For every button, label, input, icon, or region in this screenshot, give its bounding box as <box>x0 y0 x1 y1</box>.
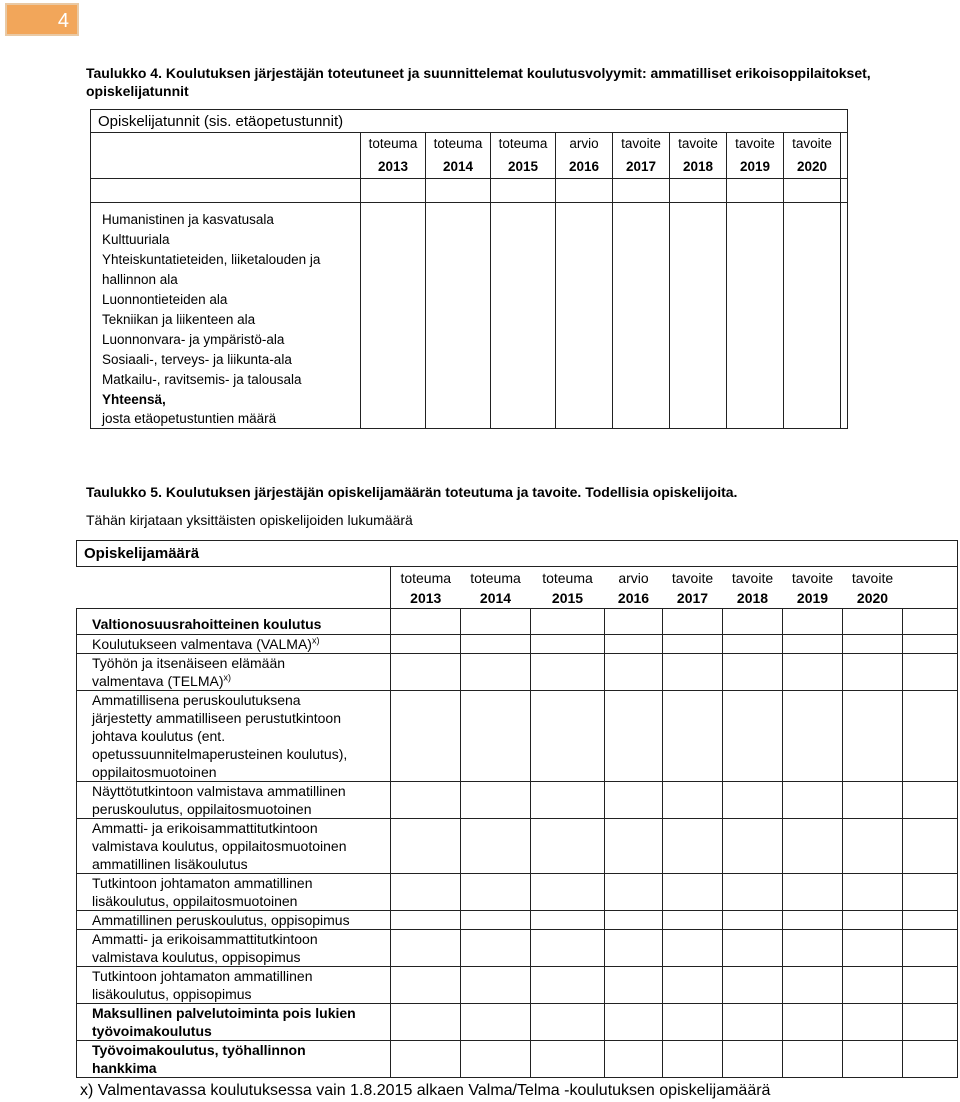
table5-col-type: arvio <box>618 569 649 586</box>
table4-data-cell[interactable] <box>556 203 613 429</box>
table5-data-cell[interactable] <box>663 930 723 967</box>
table5-data-cell[interactable] <box>461 967 531 1004</box>
table4-row-label: Matkailu-, ravitsemis- ja talousala <box>102 372 302 387</box>
table5-data-cell[interactable] <box>783 967 843 1004</box>
table5-data-cell[interactable] <box>723 654 783 691</box>
table5-data-cell[interactable] <box>531 819 605 874</box>
table4-title: Opiskelijatunnit (sis. etäopetustunnit) <box>91 110 848 133</box>
table5-data-cell[interactable] <box>843 930 903 967</box>
table5-row-label-line: Ammatillinen peruskoulutus, oppisopimus <box>92 912 350 928</box>
table5-data-cell[interactable] <box>605 691 663 782</box>
table5-data-cell[interactable] <box>391 1004 461 1041</box>
table5-data-cell[interactable] <box>461 635 531 654</box>
table4-row-label: hallinnon ala <box>102 272 178 287</box>
table4-data-cell[interactable] <box>613 203 670 429</box>
table5-data-cell[interactable] <box>843 654 903 691</box>
table4-col-year: 2019 <box>727 155 784 179</box>
table5-row-label-line: opetussuunnitelmaperusteinen koulutus), <box>92 746 348 762</box>
table5-row <box>77 1004 958 1041</box>
table5-data-cell[interactable] <box>461 1004 531 1041</box>
table5-data-cell[interactable] <box>605 967 663 1004</box>
table5-row-label-line: valmentava (TELMA) <box>92 673 224 689</box>
table5-data-cell[interactable] <box>605 635 663 654</box>
table5-data-cell[interactable] <box>723 911 783 930</box>
table5-data-cell[interactable] <box>663 635 723 654</box>
table5-data-cell[interactable] <box>663 819 723 874</box>
table4-col-year: 2015 <box>491 155 556 179</box>
table5-data-cell[interactable] <box>663 782 723 819</box>
table5-col-type: toteuma <box>400 569 452 586</box>
table5-data-cell[interactable] <box>605 819 663 874</box>
table5-data-cell[interactable] <box>531 654 605 691</box>
table5-data-cell[interactable] <box>843 967 903 1004</box>
table5-data-cell[interactable] <box>391 1041 461 1078</box>
table5-data-cell[interactable] <box>663 874 723 911</box>
table4-data-cell[interactable] <box>727 203 784 429</box>
table4-row-label: Kulttuuriala <box>102 232 170 247</box>
table5-row-label-line: lisäkoulutus, oppilaitosmuotoinen <box>92 893 298 909</box>
table5-row-label-line: johtava koulutus (ent. <box>92 728 226 744</box>
table4-col-year: 2018 <box>670 155 727 179</box>
table5-data-cell[interactable] <box>531 930 605 967</box>
table5-data-cell[interactable] <box>461 930 531 967</box>
table5-row-label-line: Ammatti- ja erikoisammattitutkintoon <box>92 931 318 947</box>
table5-data-cell[interactable] <box>531 874 605 911</box>
table5-row-label-line: Työvoimakoulutus, työhallinnon <box>92 1042 306 1058</box>
table4-col-type: tavoite <box>727 133 784 155</box>
table4-row-label: Luonnonvara- ja ympäristö-ala <box>102 332 285 347</box>
table5-col-year: 2019 <box>796 590 829 607</box>
table5-row-label-line: järjestetty ammatilliseen perustutkintoon <box>92 710 342 726</box>
table5-data-cell[interactable] <box>391 930 461 967</box>
table5-col-year: 2013 <box>410 590 442 607</box>
table5-row-label <box>77 874 391 911</box>
table5-data-cell[interactable] <box>391 967 461 1004</box>
table5-data-cell[interactable] <box>391 691 461 782</box>
table5-data-cell[interactable] <box>461 782 531 819</box>
table5-col-type: tavoite <box>791 569 834 586</box>
table5-col-year: 2014 <box>479 590 512 607</box>
table5-data-cell[interactable] <box>843 635 903 654</box>
table5-data-cell[interactable] <box>723 782 783 819</box>
table5-row-label <box>77 691 391 782</box>
table4-row-label: Sosiaali-, terveys- ja liikunta-ala <box>102 352 292 367</box>
table5-row-label-line: valmistava koulutus, oppilaitosmuotoinen <box>92 838 347 854</box>
table5-data-cell[interactable] <box>783 1004 843 1041</box>
table4-total-sub-label: josta etäopetustuntien määrä <box>102 411 277 426</box>
table5-row-label-line: työvoimakoulutus <box>92 1023 212 1039</box>
table5-row-label <box>77 930 391 967</box>
table5-data-cell[interactable] <box>843 911 903 930</box>
table4-row-labels <box>91 203 361 429</box>
table5-row-label <box>77 782 391 819</box>
table5-caption: Taulukko 5. Koulutuksen järjestäjän opiskelijamäärän toteutuma ja tavoite. Todellisia opiskelijoita. <box>86 484 738 500</box>
table5-row-label-line: Näyttötutkintoon valmistava ammatillinen <box>92 783 346 799</box>
table4-data-cell[interactable] <box>361 203 426 429</box>
table5-data-cell[interactable] <box>531 1004 605 1041</box>
table5-col-type: toteuma <box>470 569 521 586</box>
table5-row <box>77 911 958 930</box>
page-number-badge: 4 <box>5 3 79 36</box>
table5-row <box>77 819 958 874</box>
table5-row <box>77 1041 958 1078</box>
table5-data-cell[interactable] <box>391 654 461 691</box>
table5-data-cell[interactable] <box>663 911 723 930</box>
table5-col-type: tavoite <box>671 569 714 586</box>
table5-row-label <box>77 635 391 654</box>
table5-row <box>77 930 958 967</box>
table4-row-label: Luonnontieteiden ala <box>102 292 228 307</box>
table5-row-label <box>77 1004 391 1041</box>
table5-data-cell[interactable] <box>663 1041 723 1078</box>
table5-row <box>77 635 958 654</box>
table5-data-cell[interactable] <box>783 930 843 967</box>
table5-col-year: 2015 <box>551 590 584 607</box>
table5-data-cell[interactable] <box>461 1041 531 1078</box>
table5-row-label-line: Maksullinen palvelutoiminta pois lukien <box>92 1005 356 1021</box>
table5-row-label-line: Ammatti- ja erikoisammattitutkintoon <box>92 820 318 836</box>
table5-row <box>77 654 958 691</box>
table5-data-cell[interactable] <box>461 874 531 911</box>
table5-row-label-line: Tutkintoon johtamaton ammatillinen <box>92 875 313 891</box>
table5-row-label-line: peruskoulutus, oppilaitosmuotoinen <box>92 801 312 817</box>
table5-data-cell[interactable] <box>723 930 783 967</box>
table5-data-cell[interactable] <box>605 1041 663 1078</box>
table5-row-label-line: Tutkintoon johtamaton ammatillinen <box>92 968 313 984</box>
table5-data-cell[interactable] <box>531 967 605 1004</box>
table5-col-year: 2017 <box>676 590 709 607</box>
table4-blank-label-cell <box>91 179 361 203</box>
table4-row-label: Humanistinen ja kasvatusala <box>102 212 274 227</box>
table5-data-cell[interactable] <box>461 691 531 782</box>
table5-data-cell[interactable] <box>783 874 843 911</box>
table5-data-cell[interactable] <box>391 911 461 930</box>
table5-col-type: tavoite <box>731 569 774 586</box>
table5-data-cell[interactable] <box>843 1041 903 1078</box>
table4-col-type: toteuma <box>491 133 556 155</box>
table5-data-cell[interactable] <box>531 911 605 930</box>
table4-row-label: Tekniikan ja liikenteen ala <box>102 312 256 327</box>
table5-data-cell[interactable] <box>391 635 461 654</box>
table4-col-year: 2017 <box>613 155 670 179</box>
table5-row-label-line: oppilaitosmuotoinen <box>92 764 217 780</box>
table4-data-cell[interactable] <box>670 203 727 429</box>
table4-data-cell[interactable] <box>491 203 556 429</box>
table5-data-cell[interactable] <box>391 874 461 911</box>
table4-col-type: tavoite <box>613 133 670 155</box>
table4-total-label: Yhteensä, <box>102 392 166 407</box>
table5-row-label-line: hankkima <box>92 1060 157 1076</box>
table5-data-cell[interactable] <box>663 1004 723 1041</box>
table5-row <box>77 967 958 1004</box>
table5-data-cell[interactable] <box>783 691 843 782</box>
table5-data-cell[interactable] <box>843 782 903 819</box>
table4-col-type: arvio <box>556 133 613 155</box>
table4-col-year: 2016 <box>556 155 613 179</box>
table5-data-cell[interactable] <box>461 654 531 691</box>
table4 <box>90 109 848 429</box>
table5-data-cell[interactable] <box>783 782 843 819</box>
table4-col-type: tavoite <box>670 133 727 155</box>
table4-row-label: Yhteiskuntatieteiden, liiketalouden ja <box>102 252 321 267</box>
table5-data-cell[interactable] <box>723 874 783 911</box>
table5-col-year: 2018 <box>736 590 769 607</box>
table5-row-label-line: valmistava koulutus, oppisopimus <box>92 949 301 965</box>
table5-data-cell[interactable] <box>531 635 605 654</box>
table5-row-label-line: lisäkoulutus, oppisopimus <box>92 986 252 1002</box>
table5-col-year: 2020 <box>856 590 889 607</box>
table5-data-cell[interactable] <box>605 911 663 930</box>
table5-section-label: Valtionosuusrahoitteinen koulutus <box>77 609 391 635</box>
table4-col-year: 2014 <box>426 155 491 179</box>
table5-data-cell[interactable] <box>843 1004 903 1041</box>
table5-data-cell[interactable] <box>663 654 723 691</box>
table5-data-cell[interactable] <box>605 654 663 691</box>
table5-data-cell[interactable] <box>605 930 663 967</box>
table5-data-cell[interactable] <box>605 874 663 911</box>
table4-data-cell[interactable] <box>784 203 841 429</box>
table5-data-cell[interactable] <box>783 654 843 691</box>
table5-data-cell[interactable] <box>663 691 723 782</box>
table5-row-label-line: Työhön ja itsenäiseen elämään <box>92 655 286 671</box>
table4-data-cell[interactable] <box>426 203 491 429</box>
table5-row <box>77 874 958 911</box>
table5-row-label <box>77 819 391 874</box>
table5-col-type: toteuma <box>542 569 593 586</box>
table4-col-type: tavoite <box>784 133 841 155</box>
table5-note: Tähän kirjataan yksittäisten opiskelijoiden lukumäärä <box>86 512 413 528</box>
table5-data-cell[interactable] <box>391 819 461 874</box>
table5-row <box>77 782 958 819</box>
footnote-marker: x) <box>311 635 320 646</box>
table5-data-cell[interactable] <box>605 782 663 819</box>
table5-data-cell[interactable] <box>843 691 903 782</box>
table5-row-label <box>77 967 391 1004</box>
table5 <box>76 540 958 1078</box>
table4-col-type: toteuma <box>426 133 491 155</box>
table4-caption: Taulukko 4. Koulutuksen järjestäjän toteutuneet ja suunnittelemat koulutusvolyymit: ammatilliset erikoisoppilaitokset, opiskelijatunnit <box>86 65 871 99</box>
table4-col-year: 2013 <box>361 155 426 179</box>
table5-col-year: 2016 <box>617 590 650 607</box>
table5-data-cell[interactable] <box>391 782 461 819</box>
table5-data-cell[interactable] <box>723 1004 783 1041</box>
table5-row-label <box>77 1041 391 1078</box>
table5-data-cell[interactable] <box>663 967 723 1004</box>
table4-col-year: 2020 <box>784 155 841 179</box>
table5-data-cell[interactable] <box>723 691 783 782</box>
table5-data-cell[interactable] <box>605 1004 663 1041</box>
table5-data-cell[interactable] <box>723 635 783 654</box>
table5-data-cell[interactable] <box>531 691 605 782</box>
table5-row-label <box>77 911 391 930</box>
table5-data-cell[interactable] <box>461 819 531 874</box>
table4-col-type: toteuma <box>361 133 426 155</box>
table5-data-cell[interactable] <box>783 635 843 654</box>
table5-row <box>77 691 958 782</box>
table5-data-cell[interactable] <box>843 874 903 911</box>
table5-col-type: tavoite <box>851 569 894 586</box>
table5-data-cell[interactable] <box>461 911 531 930</box>
table5-row-label-line: Koulutukseen valmentava (VALMA) <box>92 636 312 652</box>
table5-data-cell[interactable] <box>723 967 783 1004</box>
table5-row-label-line: ammatillinen lisäkoulutus <box>92 856 248 872</box>
table5-data-cell[interactable] <box>531 1041 605 1078</box>
footnote: x) Valmentavassa koulutuksessa vain 1.8.2015 alkaen Valma/Telma -koulutuksen opiskelijamäärä <box>80 1082 771 1099</box>
table5-data-cell[interactable] <box>531 782 605 819</box>
footnote-marker: x) <box>223 672 231 683</box>
table5-data-cell[interactable] <box>783 911 843 930</box>
table5-data-cell[interactable] <box>783 1041 843 1078</box>
table5-data-cell[interactable] <box>843 819 903 874</box>
table5-row-label <box>77 654 391 691</box>
table5-data-cell[interactable] <box>723 1041 783 1078</box>
table5-title: Opiskelijamäärä <box>77 541 958 567</box>
table5-data-cell[interactable] <box>723 819 783 874</box>
table5-data-cell[interactable] <box>783 819 843 874</box>
table5-row-label-line: Ammatillisena peruskoulutuksena <box>92 692 301 708</box>
